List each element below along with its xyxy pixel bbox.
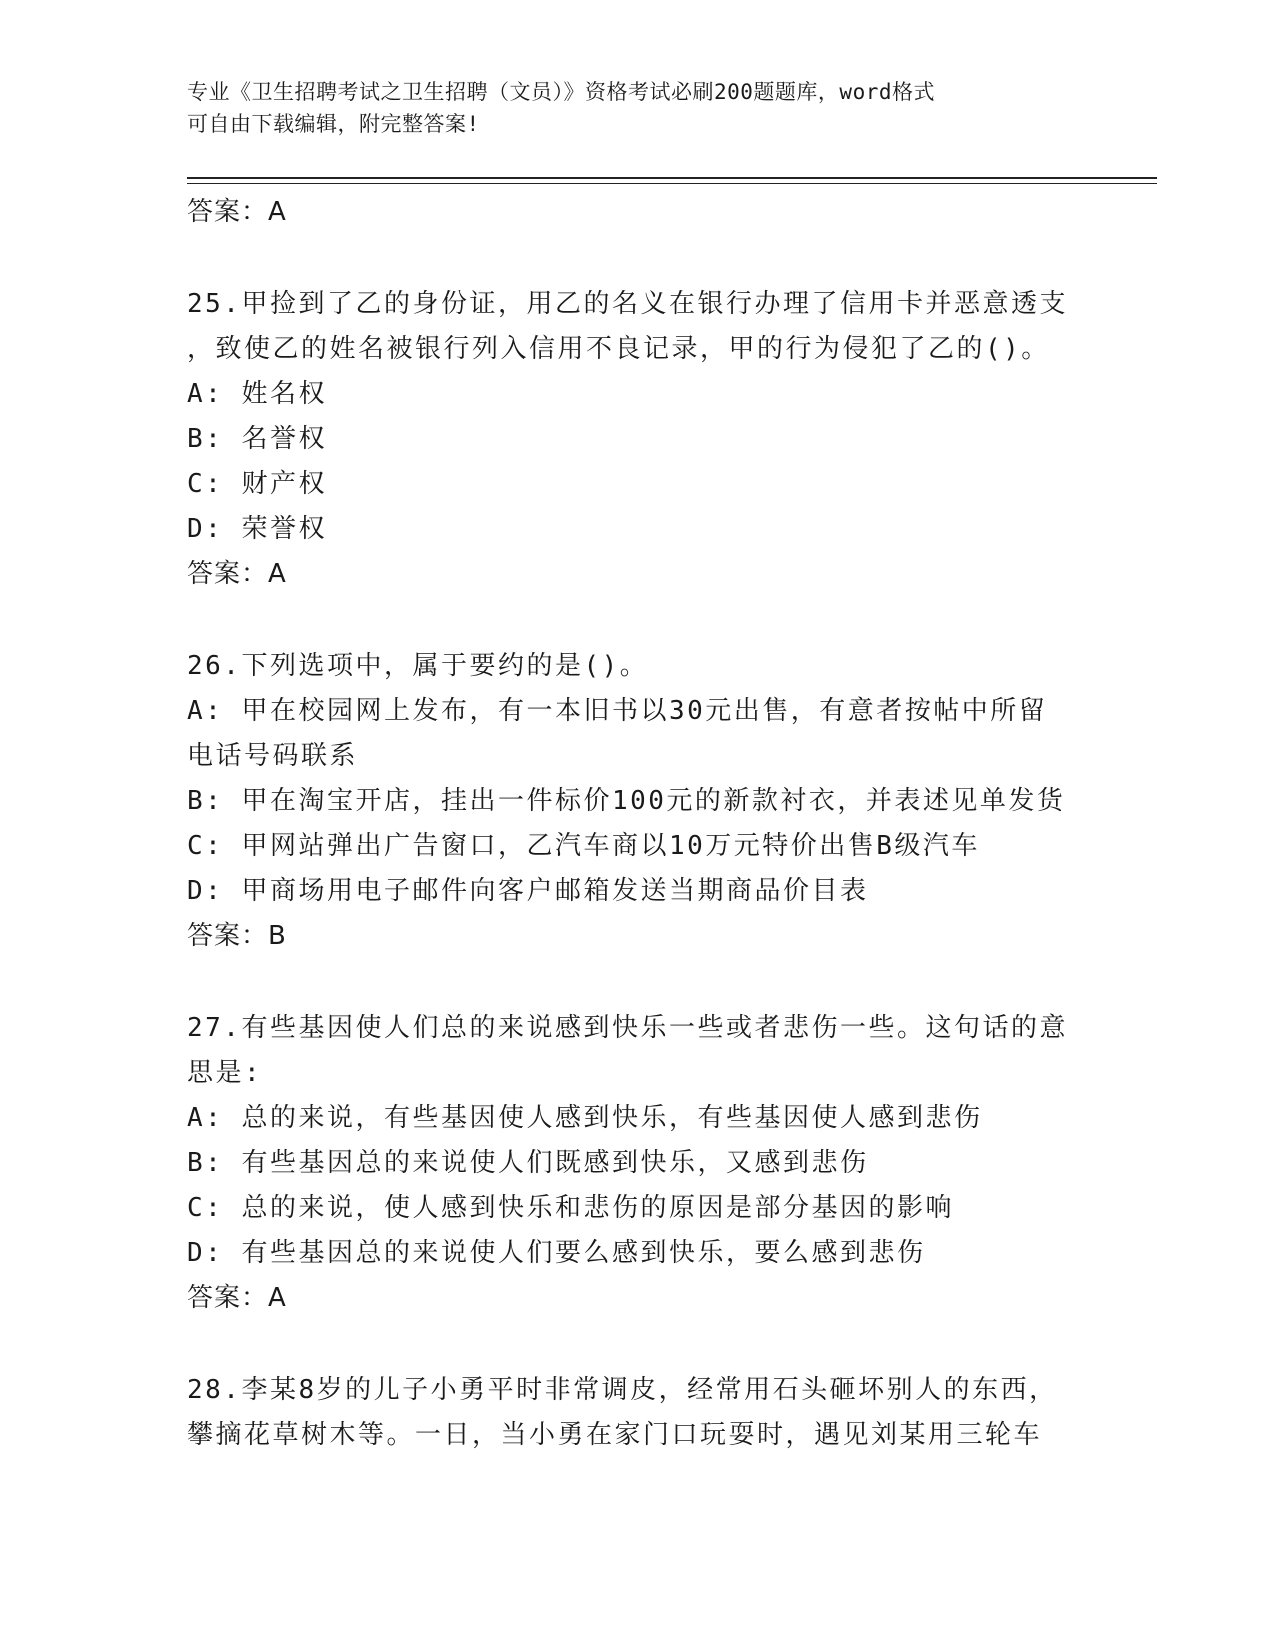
- option-a-continued: 电话号码联系: [187, 741, 359, 771]
- option-a: A: 甲在校园网上发布，有一本旧书以30元出售，有意者按帖中所留: [187, 696, 1048, 726]
- option-b: B: 名誉权: [187, 424, 327, 454]
- previous-answer: 答案：A: [187, 197, 287, 227]
- answer-line: 答案：B: [187, 921, 287, 951]
- option-b: B: 甲在淘宝开店，挂出一件标价100元的新款衬衣，并表述见单发货: [187, 786, 1066, 816]
- option-c: C: 甲网站弹出广告窗口，乙汽车商以10万元特价出售B级汽车: [187, 831, 980, 861]
- option-d: D: 有些基因总的来说使人们要么感到快乐，要么感到悲伤: [187, 1238, 926, 1268]
- question-28: [187, 1368, 1077, 1458]
- question-stem-line: 28.李某8岁的儿子小勇平时非常调皮，经常用石头砸坏别人的东西，: [187, 1375, 1058, 1405]
- header-line-2: 可自由下载编辑，附完整答案!: [187, 112, 480, 136]
- question-list: [187, 190, 1077, 1458]
- document-header: [187, 76, 1057, 140]
- question-26: [187, 644, 1077, 959]
- header-line-1: 专业《卫生招聘考试之卫生招聘（文员）》资格考试必刷200题题库，word格式: [187, 80, 935, 104]
- option-a: A: 姓名权: [187, 379, 327, 409]
- header-rule-thin: [187, 183, 1157, 184]
- option-c: C: 总的来说，使人感到快乐和悲伤的原因是部分基因的影响: [187, 1193, 954, 1223]
- answer-line: 答案：A: [187, 559, 287, 589]
- header-rule-thick: [187, 177, 1157, 179]
- question-stem-line: 26.下列选项中，属于要约的是()。: [187, 651, 649, 681]
- question-stem-line: 27.有些基因使人们总的来说感到快乐一些或者悲伤一些。这句话的意: [187, 1013, 1068, 1043]
- question-stem-line: 思是:: [187, 1058, 263, 1088]
- question-stem-line: 25.甲捡到了乙的身份证，用乙的名义在银行办理了信用卡并恶意透支: [187, 289, 1068, 319]
- option-d: D: 甲商场用电子邮件向客户邮箱发送当期商品价目表: [187, 876, 869, 906]
- question-25: [187, 282, 1077, 597]
- option-b: B: 有些基因总的来说使人们既感到快乐，又感到悲伤: [187, 1148, 869, 1178]
- option-d: D: 荣誉权: [187, 514, 327, 544]
- question-stem-line: ，致使乙的姓名被银行列入信用不良记录，甲的行为侵犯了乙的()。: [187, 334, 1050, 364]
- option-c: C: 财产权: [187, 469, 327, 499]
- question-stem-line: 攀摘花草树木等。一日，当小勇在家门口玩耍时，遇见刘某用三轮车: [187, 1420, 1043, 1450]
- option-a: A: 总的来说，有些基因使人感到快乐，有些基因使人感到悲伤: [187, 1103, 983, 1133]
- question-27: [187, 1006, 1077, 1321]
- answer-line: 答案：A: [187, 1283, 287, 1313]
